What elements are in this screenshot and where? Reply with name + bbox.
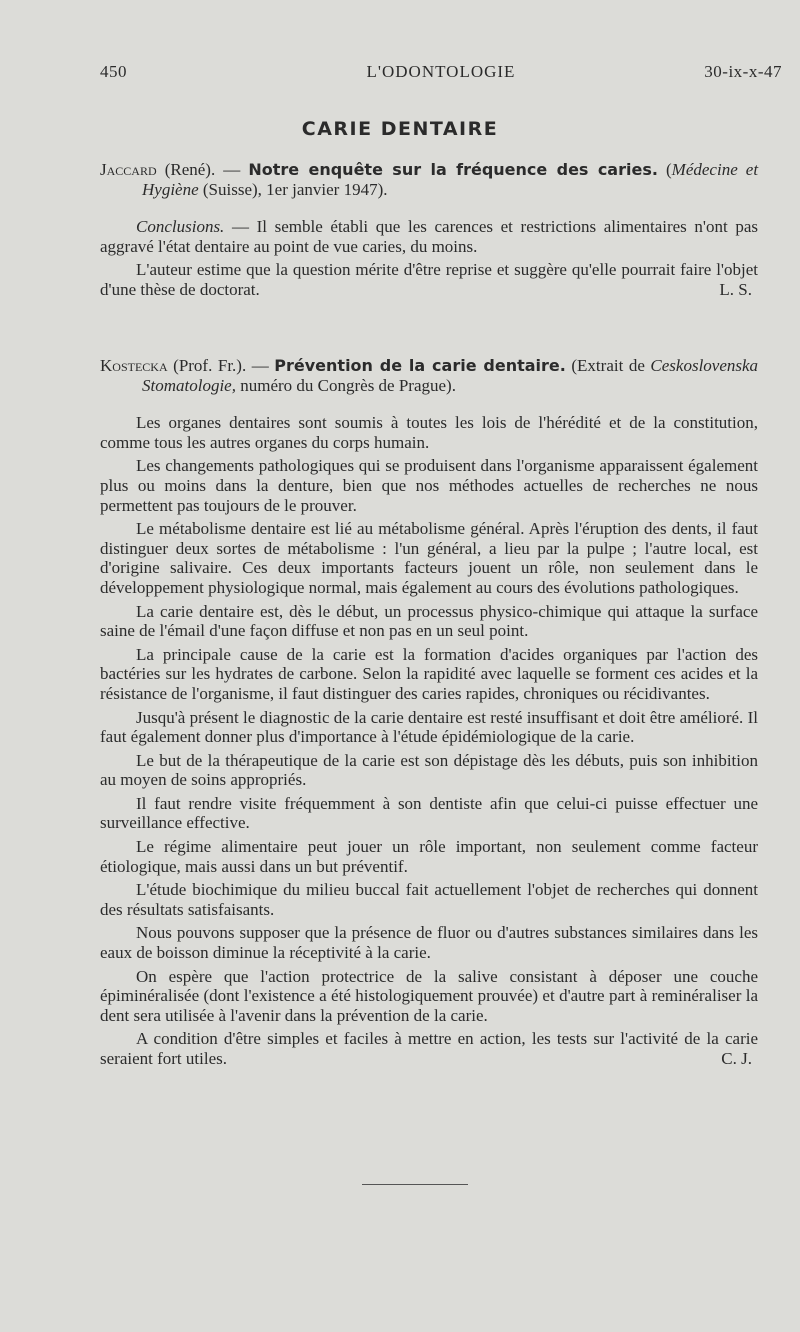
paragraph: Les organes dentaires sont soumis à toutes les lois de l'hérédité et de la constitution, comme tous les autres organes du corps humain. bbox=[100, 413, 758, 452]
paragraph bbox=[100, 260, 758, 299]
paragraph: Le régime alimentaire peut jouer un rôle important, non seulement comme facteur étiologique, mais aussi dans un but préventif. bbox=[100, 837, 758, 876]
paragraph: Jusqu'à présent le diagnostic de la carie dentaire est resté insuffisant et doit être amélioré. Il faut également donner plus d'importance à l'étude épidémiologique de la carie. bbox=[100, 707, 758, 747]
section-title: CARIE DENTAIRE bbox=[301, 118, 499, 140]
running-head bbox=[100, 62, 782, 86]
signature: L. S. bbox=[719, 279, 752, 299]
source-details: (Suisse), 1er janvier 1947). bbox=[202, 179, 388, 199]
paragraph: Les changements pathologiques qui se produisent dans l'organisme apparaissent également plus ou moins dans la denture, bien que nos méthodes actuelles de recherches ne nous permettent pas toujours de le prouver. bbox=[100, 456, 758, 515]
conclusions-text: — Il semble établi que les carences et restrictions alimentaires n'ont pas aggravé l'état dentaire au point de vue caries, du moins. bbox=[100, 217, 759, 256]
page-number: 450 bbox=[100, 62, 127, 81]
author-first-name: (Prof. Fr.). bbox=[173, 356, 247, 375]
source-journal: Médecine et Hygiène bbox=[142, 160, 759, 199]
paragraph: Il faut rendre visite fréquemment à son dentiste afin que celui-ci puisse effectuer une surveillance effective. bbox=[100, 793, 758, 833]
paragraph bbox=[100, 1029, 758, 1068]
source-journal: Ceskoslovenska Stomatologie, bbox=[142, 356, 759, 395]
conclusions-paragraph bbox=[100, 217, 758, 256]
paragraph: Nous pouvons supposer que la présence de fluor ou d'autres substances similaires dans les eaux de boisson diminue la réceptivité à la carie. bbox=[100, 923, 758, 963]
source-details: numéro du Congrès de Prague). bbox=[240, 375, 456, 395]
dash: — bbox=[223, 160, 241, 179]
closing-rule bbox=[362, 1184, 468, 1185]
author-name: Kostecka bbox=[100, 356, 168, 375]
paragraph: On espère que l'action protectrice de la salive consistant à déposer une couche épiminéralisée (dont l'existence a été histologiquement prouvée) et d'autre part à reminéraliser la dent sera utilisée à l'avenir dans la prévention de la carie. bbox=[100, 966, 758, 1025]
dash: — bbox=[251, 356, 269, 375]
source-prefix: (Extrait de bbox=[571, 356, 645, 375]
issue-date: 30-ix-x-47 bbox=[704, 62, 782, 81]
signature: C. J. bbox=[721, 1049, 752, 1068]
journal-title: L'ODONTOLOGIE bbox=[366, 62, 516, 81]
article-kostecka bbox=[100, 356, 758, 1073]
author-name: Jaccard bbox=[100, 160, 157, 179]
author-first-name: (René). bbox=[164, 160, 216, 179]
article-reference bbox=[100, 356, 758, 395]
paragraph: La carie dentaire est, dès le début, un processus physico-chimique qui attaque la surface saine de l'émail d'une façon diffuse et non pas en un seul point. bbox=[100, 601, 758, 641]
paragraph: Le but de la thérapeutique de la carie est son dépistage dès les débuts, puis son inhibition au moyen de soins appropriés. bbox=[100, 750, 758, 790]
article-title: Notre enquête sur la fréquence des caries. bbox=[248, 160, 658, 179]
article-title: Prévention de la carie dentaire. bbox=[274, 356, 566, 375]
paragraph: Le métabolisme dentaire est lié au métabolisme général. Après l'éruption des dents, il faut distinguer deux sortes de métabolisme : l'un général, a lieu par la pulpe ; l'autre local, est d'origine salivaire. Ces deux importants facteurs jouent un rôle, non seulement dans le développement physiologique normal, mais également au cours des évolutions pathologiques. bbox=[100, 519, 758, 597]
source-open: ( bbox=[666, 160, 672, 179]
paragraph-text: L'auteur estime que la question mérite d'être reprise et suggère qu'elle pourrait faire l'objet d'une thèse de doctorat. bbox=[100, 260, 758, 299]
article-jaccard bbox=[100, 160, 758, 304]
article-reference bbox=[100, 160, 758, 199]
paragraph-text: A condition d'être simples et faciles à mettre en action, les tests sur l'activité de la carie seraient fort utiles. bbox=[100, 1029, 758, 1068]
paragraph: La principale cause de la carie est la formation d'acides organiques par l'action des bactéries sur les hydrates de carbone. Selon la rapidité avec laquelle se forment ces acides et la résistance de l'organisme, il faut distinguer des caries rapides, chroniques ou récidivantes. bbox=[100, 644, 758, 703]
conclusions-label: Conclusions. bbox=[136, 217, 225, 237]
paragraph: L'étude biochimique du milieu buccal fait actuellement l'objet de recherches qui donnent des résultats satisfaisants. bbox=[100, 880, 758, 919]
